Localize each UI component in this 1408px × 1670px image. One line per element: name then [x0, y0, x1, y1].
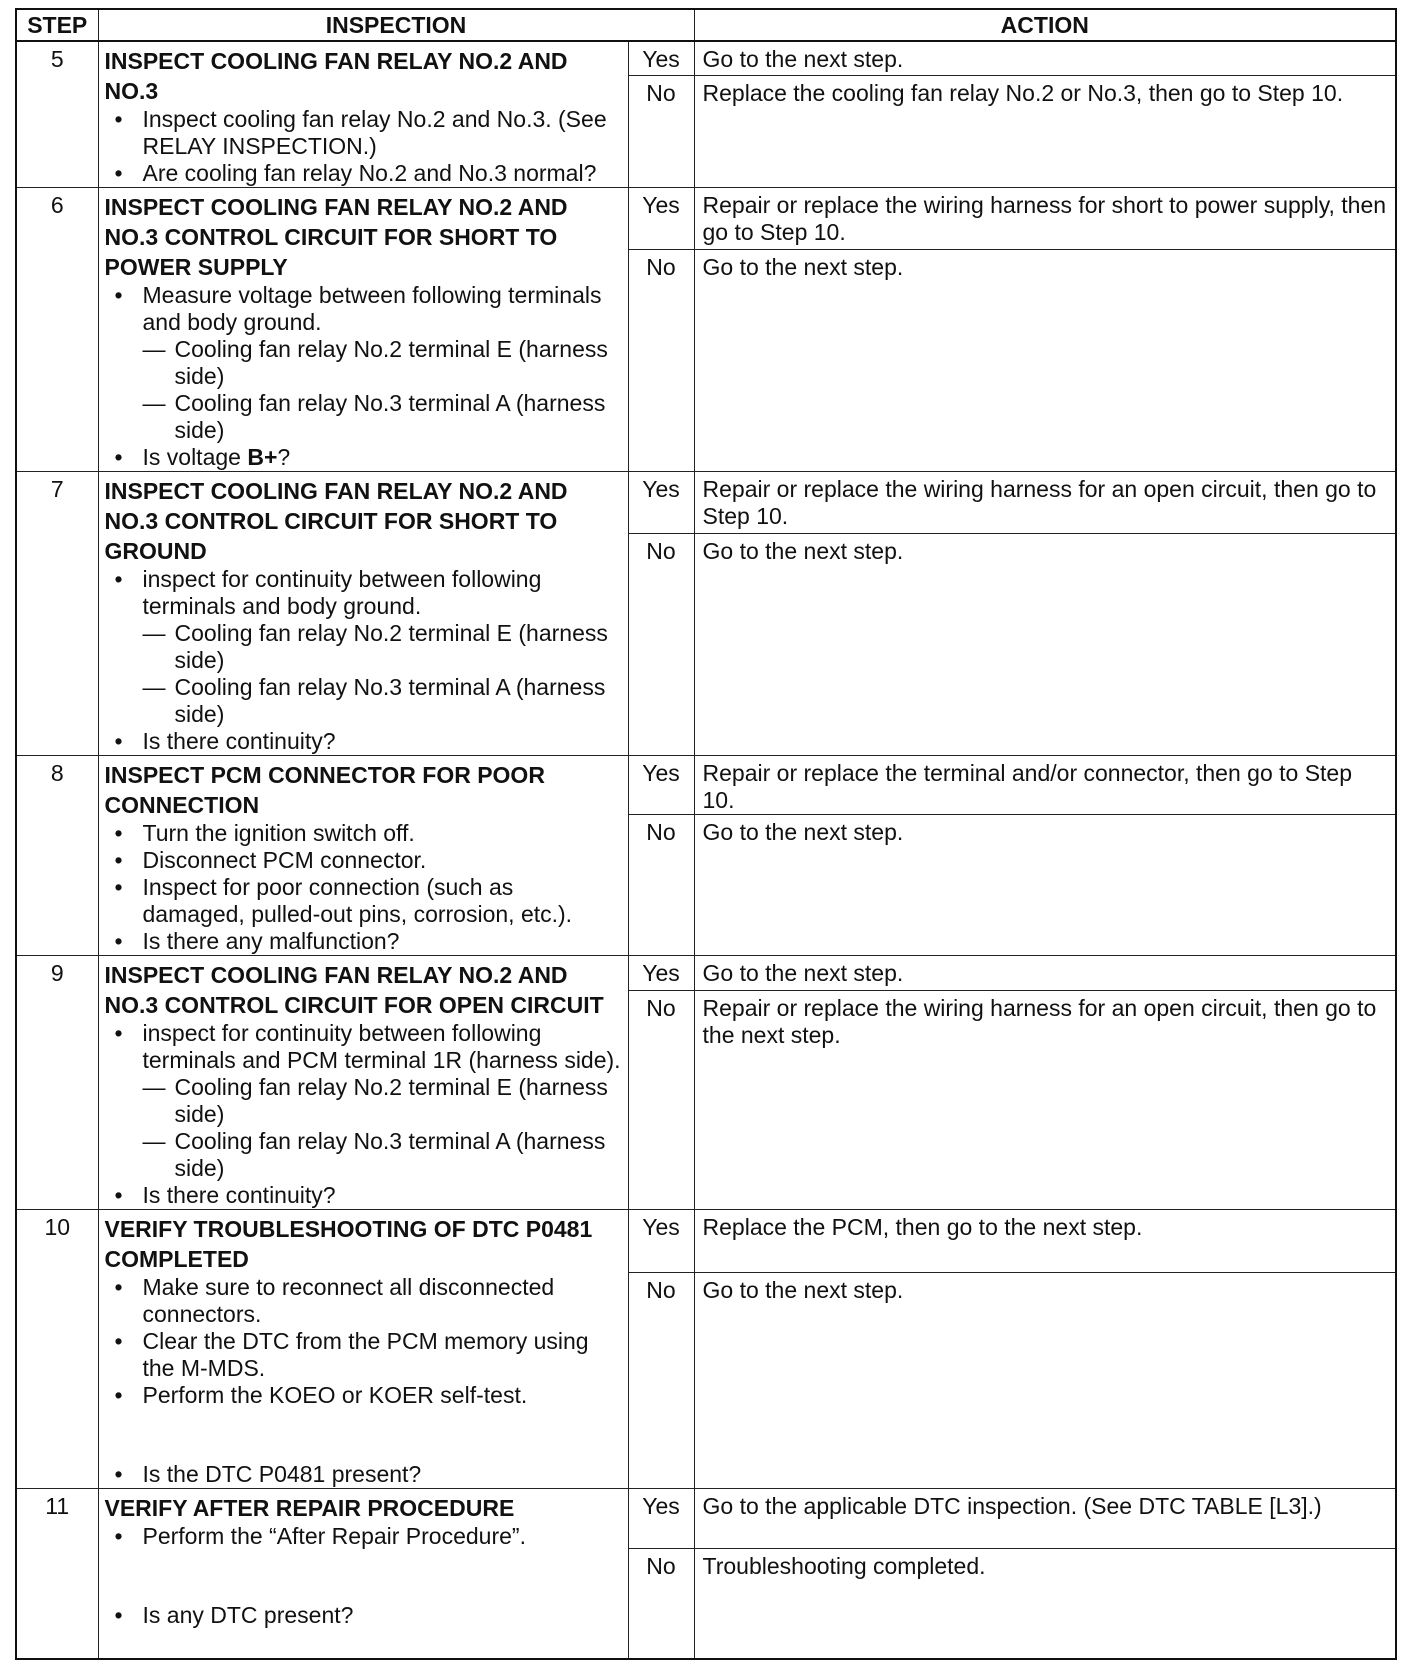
yes-label: Yes — [628, 1489, 694, 1549]
voltage-value: B+ — [247, 444, 278, 470]
step-title: INSPECT PCM CONNECTOR FOR POOR CONNECTION — [104, 762, 545, 818]
step-8-inspection — [98, 756, 628, 956]
no-action: Troubleshooting completed. — [694, 1549, 1396, 1660]
step-title: VERIFY TROUBLESHOOTING OF DTC P0481 COMPLETED — [104, 1216, 593, 1272]
step-6-inspection — [98, 188, 628, 472]
dash-mark: — — [142, 336, 166, 362]
step-number: 7 — [16, 472, 98, 756]
step-title: INSPECT COOLING FAN RELAY NO.2 AND NO.3 CONTROL CIRCUIT FOR SHORT TO POWER SUPPLY — [104, 194, 568, 280]
dash-mark: — — [142, 674, 166, 700]
yes-label: Yes — [628, 41, 694, 76]
no-action: Replace the cooling fan relay No.2 or No.3, then go to Step 10. — [694, 76, 1396, 188]
sub-item-text: Cooling fan relay No.3 terminal A (harness side) — [174, 390, 606, 443]
check-item: • Disconnect PCM connector. — [105, 847, 622, 874]
check-item: • Turn the ignition switch off. — [105, 820, 622, 847]
step-6-yes-row — [16, 188, 1396, 250]
yes-label: Yes — [628, 472, 694, 534]
yes-action: Repair or replace the wiring harness for an open circuit, then go to Step 10. — [694, 472, 1396, 534]
yes-action: Repair or replace the wiring harness for short to power supply, then go to Step 10. — [694, 188, 1396, 250]
no-label: No — [628, 815, 694, 956]
dash-mark: — — [142, 1128, 166, 1154]
yes-action: Go to the applicable DTC inspection. (See DTC TABLE [L3].) — [694, 1489, 1396, 1549]
step-9-inspection — [98, 956, 628, 1210]
step-7-inspection — [98, 472, 628, 756]
sub-item-text: Cooling fan relay No.3 terminal A (harness side) — [174, 674, 606, 727]
step-9-yes-row — [16, 956, 1396, 991]
header-step: STEP — [16, 9, 98, 41]
dash-mark: — — [142, 620, 166, 646]
yes-action: Replace the PCM, then go to the next step. — [694, 1210, 1396, 1273]
yes-label: Yes — [628, 956, 694, 991]
step-title: INSPECT COOLING FAN RELAY NO.2 AND NO.3 — [104, 48, 568, 104]
question-item: • Is there any malfunction? — [105, 928, 622, 955]
step-10-inspection — [98, 1210, 628, 1489]
step-title: INSPECT COOLING FAN RELAY NO.2 AND NO.3 CONTROL CIRCUIT FOR OPEN CIRCUIT — [104, 962, 604, 1018]
sub-item-text: Cooling fan relay No.2 terminal E (harness side) — [174, 1074, 608, 1127]
sub-item-text: Cooling fan relay No.2 terminal E (harness side) — [174, 620, 608, 673]
question-item: • Is there continuity? — [105, 1182, 622, 1209]
check-item: • Perform the KOEO or KOER self-test. — [105, 1382, 622, 1409]
no-label: No — [628, 249, 694, 471]
no-action: Go to the next step. — [694, 815, 1396, 956]
sub-item — [105, 1074, 622, 1128]
header-inspection: INSPECTION — [98, 9, 694, 41]
no-action: Go to the next step. — [694, 249, 1396, 471]
step-7-yes-row — [16, 472, 1396, 534]
yes-label: Yes — [628, 1210, 694, 1273]
check-item: • Inspect for poor connection (such as damaged, pulled-out pins, corrosion, etc.). — [105, 874, 622, 928]
no-action: Go to the next step. — [694, 1273, 1396, 1489]
dash-mark: — — [142, 390, 166, 416]
step-number: 6 — [16, 188, 98, 472]
sub-item — [105, 390, 622, 444]
yes-action: Go to the next step. — [694, 41, 1396, 76]
step-number: 5 — [16, 41, 98, 188]
yes-label: Yes — [628, 188, 694, 250]
question-text: Is voltage — [142, 444, 241, 470]
step-number: 8 — [16, 756, 98, 956]
no-label: No — [628, 1273, 694, 1489]
sub-item-text: Cooling fan relay No.3 terminal A (harness side) — [174, 1128, 606, 1181]
sub-item — [105, 620, 622, 674]
sub-item — [105, 1128, 622, 1182]
check-item: • Perform the “After Repair Procedure”. — [105, 1523, 622, 1550]
step-5-inspection — [98, 41, 628, 188]
step-number: 11 — [16, 1489, 98, 1660]
troubleshooting-table — [15, 8, 1397, 1660]
check-item: • Inspect cooling fan relay No.2 and No.3. (See RELAY INSPECTION.) — [105, 106, 622, 160]
header-row — [16, 9, 1396, 41]
question-item: • Is any DTC present? — [105, 1602, 622, 1629]
dash-mark: — — [142, 1074, 166, 1100]
check-item: • inspect for continuity between following terminals and body ground. — [105, 566, 622, 620]
no-action: Go to the next step. — [694, 533, 1396, 755]
step-11-yes-row — [16, 1489, 1396, 1549]
no-label: No — [628, 76, 694, 188]
question-item: • Are cooling fan relay No.2 and No.3 normal? — [105, 160, 622, 187]
step-10-yes-row — [16, 1210, 1396, 1273]
check-item: • Measure voltage between following terminals and body ground. — [105, 282, 622, 336]
step-number: 10 — [16, 1210, 98, 1489]
question-mark: ? — [277, 444, 291, 470]
check-item: • Clear the DTC from the PCM memory using the M-MDS. — [105, 1328, 622, 1382]
question-item: • Is there continuity? — [105, 728, 622, 755]
sub-item — [105, 336, 622, 390]
question-item — [105, 444, 622, 471]
header-action: ACTION — [694, 9, 1396, 41]
check-item: • Make sure to reconnect all disconnected connectors. — [105, 1274, 622, 1328]
no-action: Repair or replace the wiring harness for an open circuit, then go to the next step. — [694, 990, 1396, 1209]
yes-label: Yes — [628, 756, 694, 815]
yes-action: Go to the next step. — [694, 956, 1396, 991]
check-item: • inspect for continuity between following terminals and PCM terminal 1R (harness side). — [105, 1020, 622, 1074]
sub-item-text: Cooling fan relay No.2 terminal E (harness side) — [174, 336, 608, 389]
question-item: • Is the DTC P0481 present? — [105, 1461, 622, 1488]
step-title: INSPECT COOLING FAN RELAY NO.2 AND NO.3 CONTROL CIRCUIT FOR SHORT TO GROUND — [104, 478, 568, 564]
yes-action: Repair or replace the terminal and/or connector, then go to Step 10. — [694, 756, 1396, 815]
step-5-yes-row — [16, 41, 1396, 76]
step-11-inspection — [98, 1489, 628, 1660]
sub-item — [105, 674, 622, 728]
step-number: 9 — [16, 956, 98, 1210]
no-label: No — [628, 1549, 694, 1660]
no-label: No — [628, 990, 694, 1209]
step-8-yes-row — [16, 756, 1396, 815]
step-title: VERIFY AFTER REPAIR PROCEDURE — [104, 1495, 515, 1521]
no-label: No — [628, 533, 694, 755]
